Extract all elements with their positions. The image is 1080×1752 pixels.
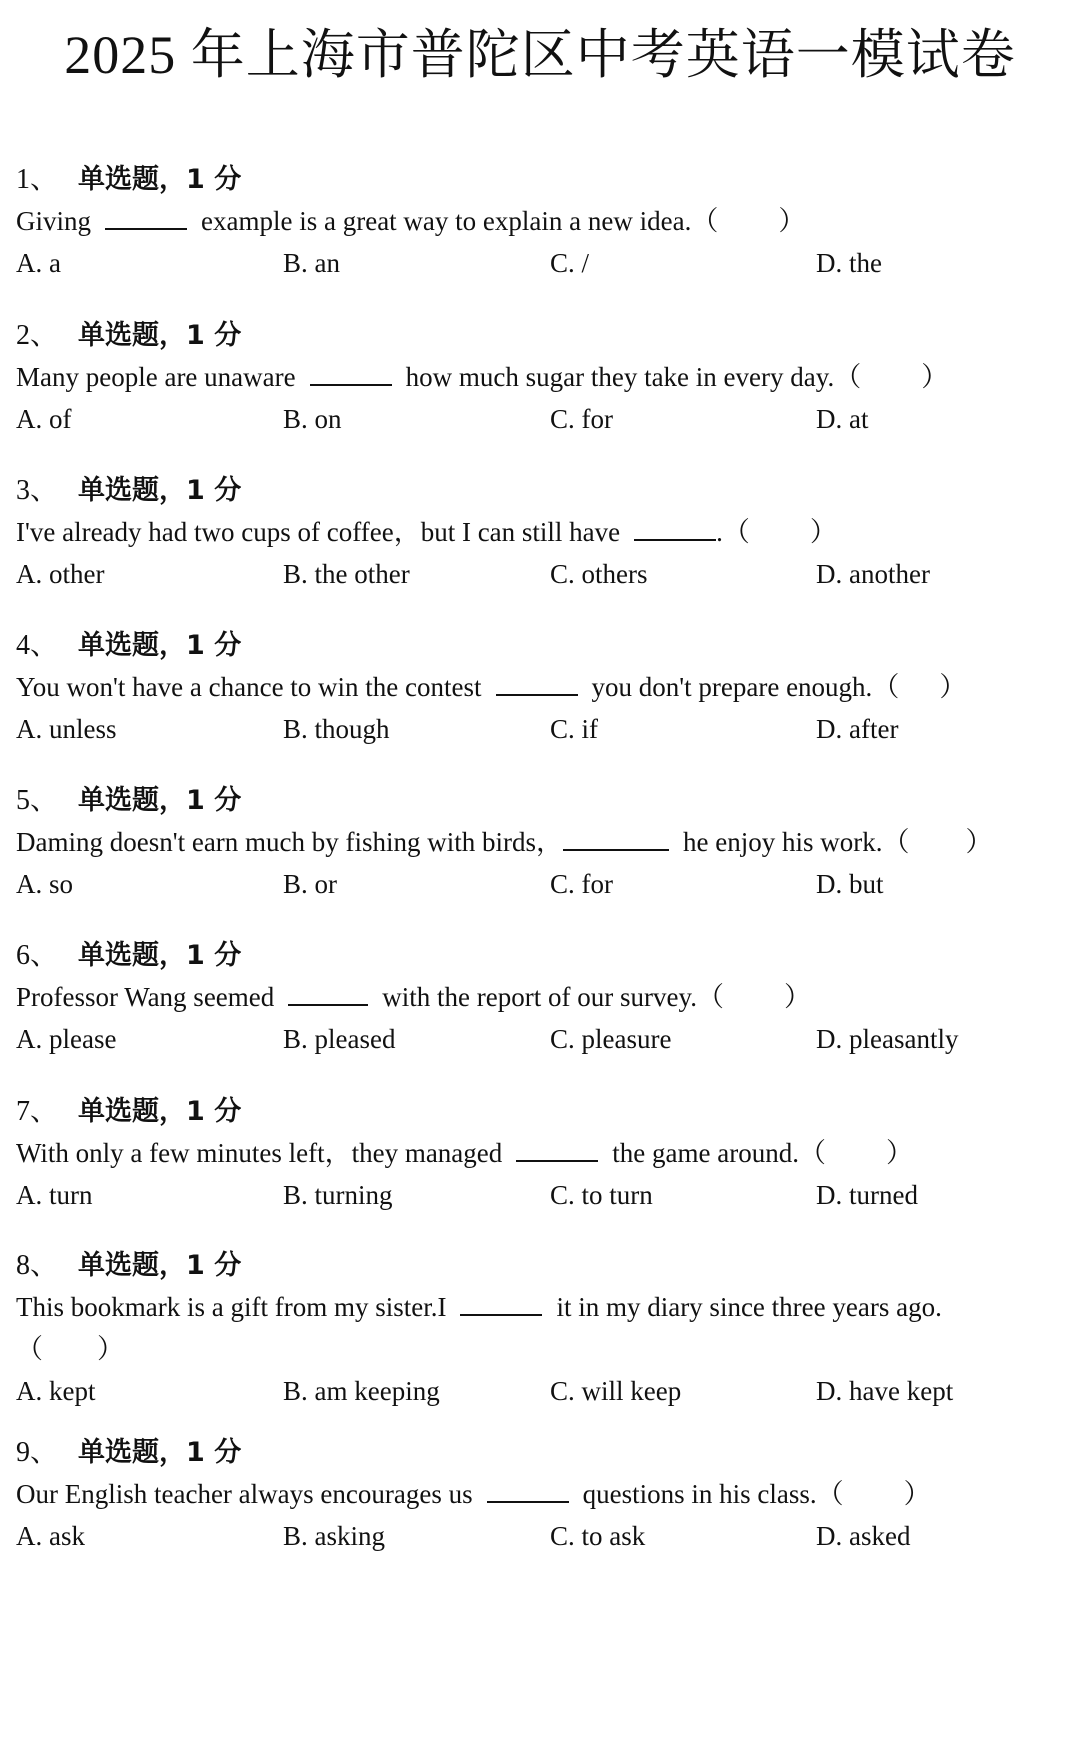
option-d[interactable]: D. the: [816, 248, 882, 278]
option-a[interactable]: A. a: [16, 248, 61, 278]
option-d[interactable]: D. asked: [816, 1521, 911, 1551]
question-number: 8、: [16, 1250, 59, 1281]
question-8: [16, 1246, 1076, 1412]
option-b[interactable]: B. pleased: [283, 1024, 396, 1054]
answer-blank[interactable]: [496, 670, 578, 696]
question-number: 9、: [16, 1437, 59, 1468]
option-d[interactable]: D. have kept: [816, 1376, 954, 1406]
option-c[interactable]: C. will keep: [550, 1376, 682, 1406]
question-number: 1、: [16, 164, 59, 195]
stem-text-before: Our English teacher always encourages us: [16, 1479, 473, 1509]
question-number: 2、: [16, 320, 59, 351]
stem-text-after: he enjoy his work.: [683, 827, 883, 857]
option-d[interactable]: D. pleasantly: [816, 1024, 959, 1054]
question-5: [16, 781, 1076, 905]
answer-paren-open: （: [816, 1479, 844, 1509]
answer-blank[interactable]: [460, 1290, 542, 1316]
question-type: 单选题，1 分: [78, 1437, 242, 1468]
answer-blank[interactable]: [634, 515, 716, 541]
option-d[interactable]: D. after: [816, 714, 899, 744]
stem-text-before: I've already had two cups of coffee，but I can still have: [16, 517, 621, 547]
stem-text-before: Professor Wang seemed: [16, 982, 275, 1012]
stem-text-after: it in my diary since three years ago.: [556, 1292, 942, 1322]
question-stem: [16, 511, 1076, 553]
option-c[interactable]: C. to ask: [550, 1521, 646, 1551]
answer-blank[interactable]: [310, 360, 392, 386]
options-row: [16, 1515, 1076, 1557]
option-a[interactable]: A. unless: [16, 714, 117, 744]
answer-paren-open: （: [16, 1334, 43, 1364]
question-stem: [16, 200, 1076, 242]
option-c[interactable]: C. pleasure: [550, 1024, 672, 1054]
option-a[interactable]: A. so: [16, 869, 74, 899]
answer-paren-open: （: [834, 362, 862, 392]
options-row: [16, 398, 1076, 440]
question-number: 6、: [16, 940, 59, 971]
answer-blank[interactable]: [288, 980, 368, 1006]
options-row: [16, 1174, 1076, 1216]
question-number: 5、: [16, 785, 59, 816]
question-type: 单选题，1 分: [78, 320, 242, 351]
stem-text-after: questions in his class.: [582, 1479, 817, 1509]
options-row: [16, 242, 1076, 284]
option-a[interactable]: A. turn: [16, 1180, 93, 1210]
answer-blank[interactable]: [487, 1477, 569, 1503]
answer-paren-close: ）: [921, 362, 949, 392]
question-header: [16, 781, 1076, 821]
question-stem: [16, 976, 1076, 1018]
question-type: 单选题，1 分: [78, 1096, 242, 1127]
stem-text-before: Many people are unaware: [16, 362, 296, 392]
stem-text-after: .: [716, 517, 723, 547]
stem-text-before: Giving: [16, 206, 92, 236]
question-type: 单选题，1 分: [78, 940, 242, 971]
question-header: [16, 471, 1076, 511]
answer-paren-close: ）: [939, 672, 967, 702]
option-d[interactable]: D. at: [816, 404, 869, 434]
page-title: 2025 年上海市普陀区中考英语一模试卷: [64, 25, 1016, 85]
question-7: [16, 1092, 1076, 1216]
option-c[interactable]: C. if: [550, 714, 599, 744]
stem-text-before: You won't have a chance to win the contest: [16, 672, 482, 702]
option-b[interactable]: B. an: [283, 248, 340, 278]
question-type: 单选题，1 分: [78, 1250, 242, 1281]
stem-text-after: you don't prepare enough.: [591, 672, 873, 702]
option-a[interactable]: A. please: [16, 1024, 117, 1054]
stem-text-before: Daming doesn't earn much by fishing with birds，: [16, 827, 564, 857]
question-stem: [16, 1286, 1076, 1328]
options-row: [16, 1370, 1076, 1412]
question-stem: [16, 1132, 1076, 1174]
stem-text-after: how much sugar they take in every day.: [405, 362, 835, 392]
option-b[interactable]: B. though: [283, 714, 390, 744]
option-c[interactable]: C. for: [550, 869, 613, 899]
question-3: [16, 471, 1076, 595]
stem-text-after: the game around.: [612, 1138, 799, 1168]
answer-paren-close: ）: [778, 206, 806, 236]
question-number: 3、: [16, 475, 59, 506]
answer-paren-close: ）: [97, 1334, 124, 1364]
question-header: [16, 1246, 1076, 1286]
question-header: [16, 1433, 1076, 1473]
question-9: [16, 1433, 1076, 1557]
answer-paren-open: （: [696, 982, 724, 1012]
option-c[interactable]: C. /: [550, 248, 590, 278]
question-number: 7、: [16, 1096, 59, 1127]
question-1: [16, 160, 1076, 284]
question-header: [16, 626, 1076, 666]
option-b[interactable]: B. am keeping: [283, 1376, 440, 1406]
question-number: 4、: [16, 630, 59, 661]
question-stem: [16, 1473, 1076, 1515]
option-a[interactable]: A. ask: [16, 1521, 85, 1551]
question-type: 单选题，1 分: [78, 475, 242, 506]
question-header: [16, 160, 1076, 200]
question-type: 单选题，1 分: [78, 630, 242, 661]
option-d[interactable]: D. turned: [816, 1180, 918, 1210]
question-6: [16, 936, 1076, 1060]
options-row: [16, 553, 1076, 595]
question-type: 单选题，1 分: [78, 785, 242, 816]
option-a[interactable]: A. other: [16, 559, 105, 589]
option-b[interactable]: B. or: [283, 869, 337, 899]
question-header: [16, 936, 1076, 976]
options-row: [16, 1018, 1076, 1060]
question-header: [16, 1092, 1076, 1132]
question-stem: [16, 356, 1076, 398]
question-stem: [16, 821, 1076, 863]
option-c[interactable]: C. to turn: [550, 1180, 653, 1210]
option-b[interactable]: B. turning: [283, 1180, 393, 1210]
answer-paren-open: （: [722, 517, 750, 547]
option-b[interactable]: B. asking: [283, 1521, 386, 1551]
answer-paren-open: （: [691, 206, 719, 236]
answer-paren-close: ）: [809, 517, 837, 547]
answer-paren-close: ）: [903, 1479, 931, 1509]
stem-text-before: With only a few minutes left，they managed: [16, 1138, 503, 1168]
answer-blank[interactable]: [105, 204, 187, 230]
question-header: [16, 316, 1076, 356]
question-4: [16, 626, 1076, 750]
option-a[interactable]: A. kept: [16, 1376, 96, 1406]
stem-text-after: example is a great way to explain a new idea.: [201, 206, 692, 236]
question-stem-continued: [16, 1328, 1076, 1370]
question-stem: [16, 666, 1076, 708]
options-row: [16, 708, 1076, 750]
stem-text-after: with the report of our survey.: [382, 982, 697, 1012]
answer-paren-open: （: [872, 672, 900, 702]
option-c[interactable]: C. others: [550, 559, 648, 589]
answer-paren-close: ）: [965, 827, 993, 857]
options-row: [16, 863, 1076, 905]
answer-paren-open: （: [882, 827, 910, 857]
answer-blank[interactable]: [563, 825, 669, 851]
answer-paren-close: ）: [783, 982, 811, 1012]
option-d[interactable]: D. but: [816, 869, 884, 899]
answer-paren-close: ）: [885, 1138, 913, 1168]
question-2: [16, 316, 1076, 440]
answer-blank[interactable]: [516, 1136, 598, 1162]
option-d[interactable]: D. another: [816, 559, 930, 589]
stem-text-before: This bookmark is a gift from my sister.I: [16, 1292, 447, 1322]
option-b[interactable]: B. on: [283, 404, 342, 434]
question-type: 单选题，1 分: [78, 164, 242, 195]
answer-paren-open: （: [798, 1138, 826, 1168]
option-c[interactable]: C. for: [550, 404, 613, 434]
option-b[interactable]: B. the other: [283, 559, 410, 589]
option-a[interactable]: A. of: [16, 404, 72, 434]
